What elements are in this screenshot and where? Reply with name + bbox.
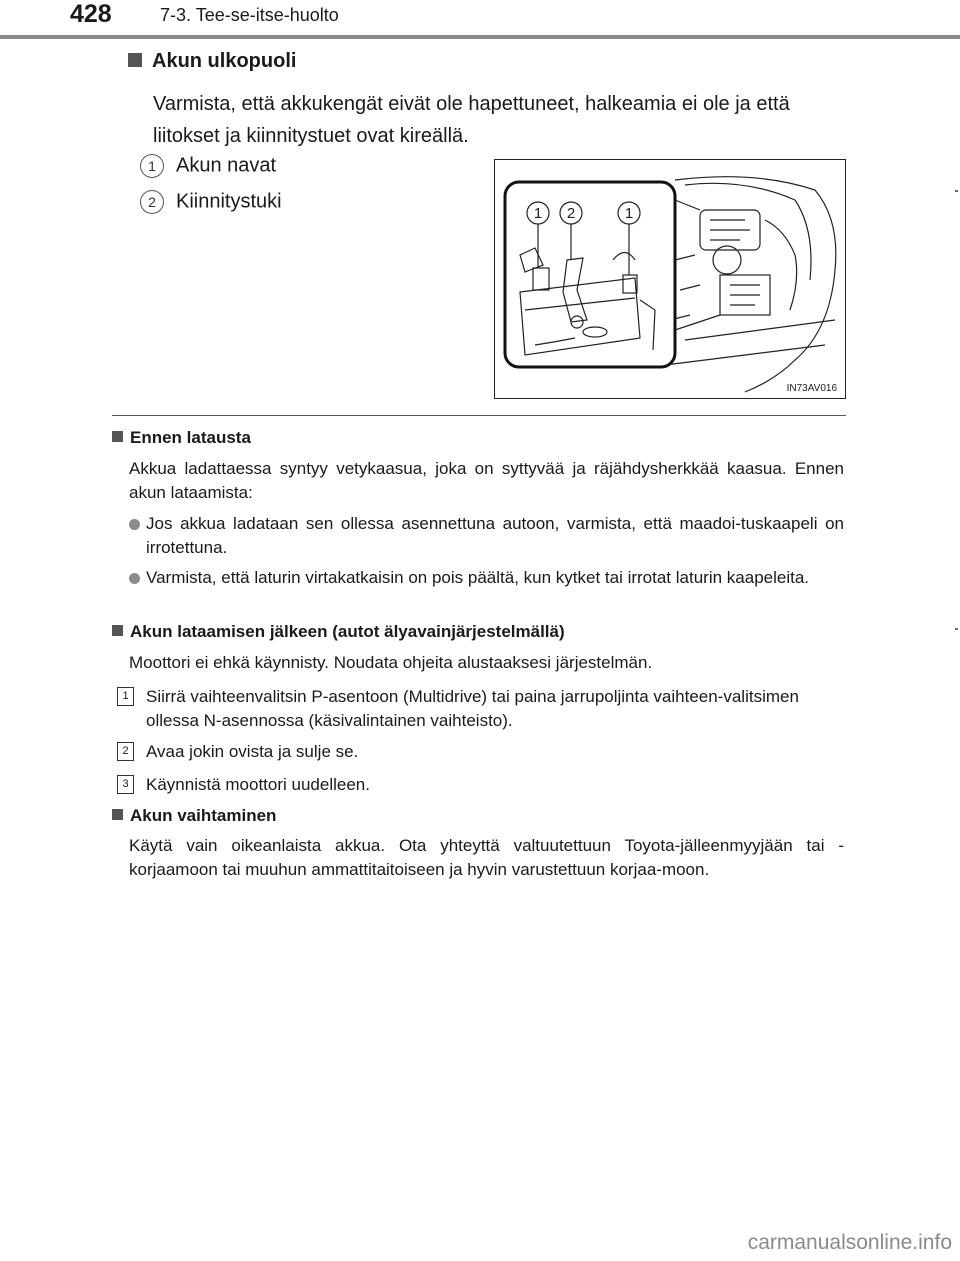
before-charging-text: Akkua ladattaessa syntyy vetykaasua, joka on syttyvää ja räjähdysherkkää kaasua. Ennen akun lataamista: [129, 459, 844, 502]
legend-item-terminals [140, 154, 276, 178]
figure-code: IN73AV016 [786, 383, 837, 394]
heading-battery-exterior [128, 50, 296, 73]
page-number: 428 [70, 0, 112, 28]
section-divider [112, 415, 846, 416]
section-title: 7-3. Tee-se-itse-huolto [160, 5, 339, 25]
figure-callout-1b: 1 [624, 205, 634, 222]
square-bullet-icon [112, 431, 123, 442]
battery-exterior-text: Varmista, että akkukengät eivät ole hapettuneet, halkeamia ei ole ja että liitokset ja kiinnitystuet ovat kireällä. [153, 93, 790, 147]
step-item [117, 773, 844, 797]
step-number: 1 [117, 687, 134, 706]
step-text: Avaa jokin ovista ja sulje se. [146, 742, 359, 761]
replacement-text: Käytä vain oikeanlaista akkua. Ota yhteyttä valtuutettuun Toyota-jälleenmyyjään tai -korjaamoon tai muuhun ammattitaitoiseen ja hyvin varustettuun korjaa-moon. [129, 836, 844, 879]
crop-mark [955, 190, 958, 192]
heading-before-charging [112, 428, 251, 448]
heading-text: Akun vaihtaminen [130, 806, 277, 825]
bullet-dot-icon [129, 519, 140, 530]
step-text: Käynnistä moottori uudelleen. [146, 775, 370, 794]
figure-callout-2: 2 [566, 205, 576, 222]
square-bullet-icon [112, 809, 123, 820]
square-bullet-icon [128, 53, 142, 67]
page-header [0, 0, 960, 40]
engine-bay-drawing [495, 160, 845, 398]
legend-label: Akun navat [176, 154, 277, 177]
header-rule [0, 35, 960, 39]
bullet-item [129, 512, 844, 560]
watermark: carmanualsonline.info [747, 1231, 952, 1254]
step-number: 3 [117, 775, 134, 794]
step-item [117, 685, 844, 733]
heading-text: Ennen latausta [130, 428, 251, 447]
legend-label: Kiinnitystuki [176, 190, 282, 213]
figure-callout-1: 1 [533, 205, 543, 222]
battery-illustration [494, 159, 846, 399]
square-bullet-icon [112, 625, 123, 636]
step-text: Siirrä vaihteenvalitsin P-asentoon (Multidrive) tai paina jarrupoljinta vaihteen-valitsimen ollessa N-asennossa (käsivalintainen vaihteisto). [146, 687, 799, 730]
legend-item-bracket [140, 190, 282, 214]
heading-replacement [112, 806, 276, 826]
callout-number: 2 [140, 190, 164, 214]
after-charging-text: Moottori ei ehkä käynnisty. Noudata ohjeita alustaaksesi järjestelmän. [129, 653, 653, 672]
bullet-dot-icon [129, 573, 140, 584]
bullet-text: Jos akkua ladataan sen ollessa asennettuna autoon, varmista, että maadoi-tuskaapeli on irrotettuna. [146, 514, 844, 557]
heading-text: Akun lataamisen jälkeen (autot älyavainjärjestelmällä) [130, 622, 565, 641]
heading-after-charging [112, 622, 565, 642]
step-number: 2 [117, 742, 134, 761]
step-item [117, 740, 844, 764]
heading-text: Akun ulkopuoli [152, 50, 297, 72]
bullet-text: Varmista, että laturin virtakatkaisin on pois päältä, kun kytket tai irrotat laturin kaapeleita. [146, 568, 810, 587]
bullet-item [129, 566, 844, 590]
callout-number: 1 [140, 154, 164, 178]
crop-mark [955, 628, 958, 630]
